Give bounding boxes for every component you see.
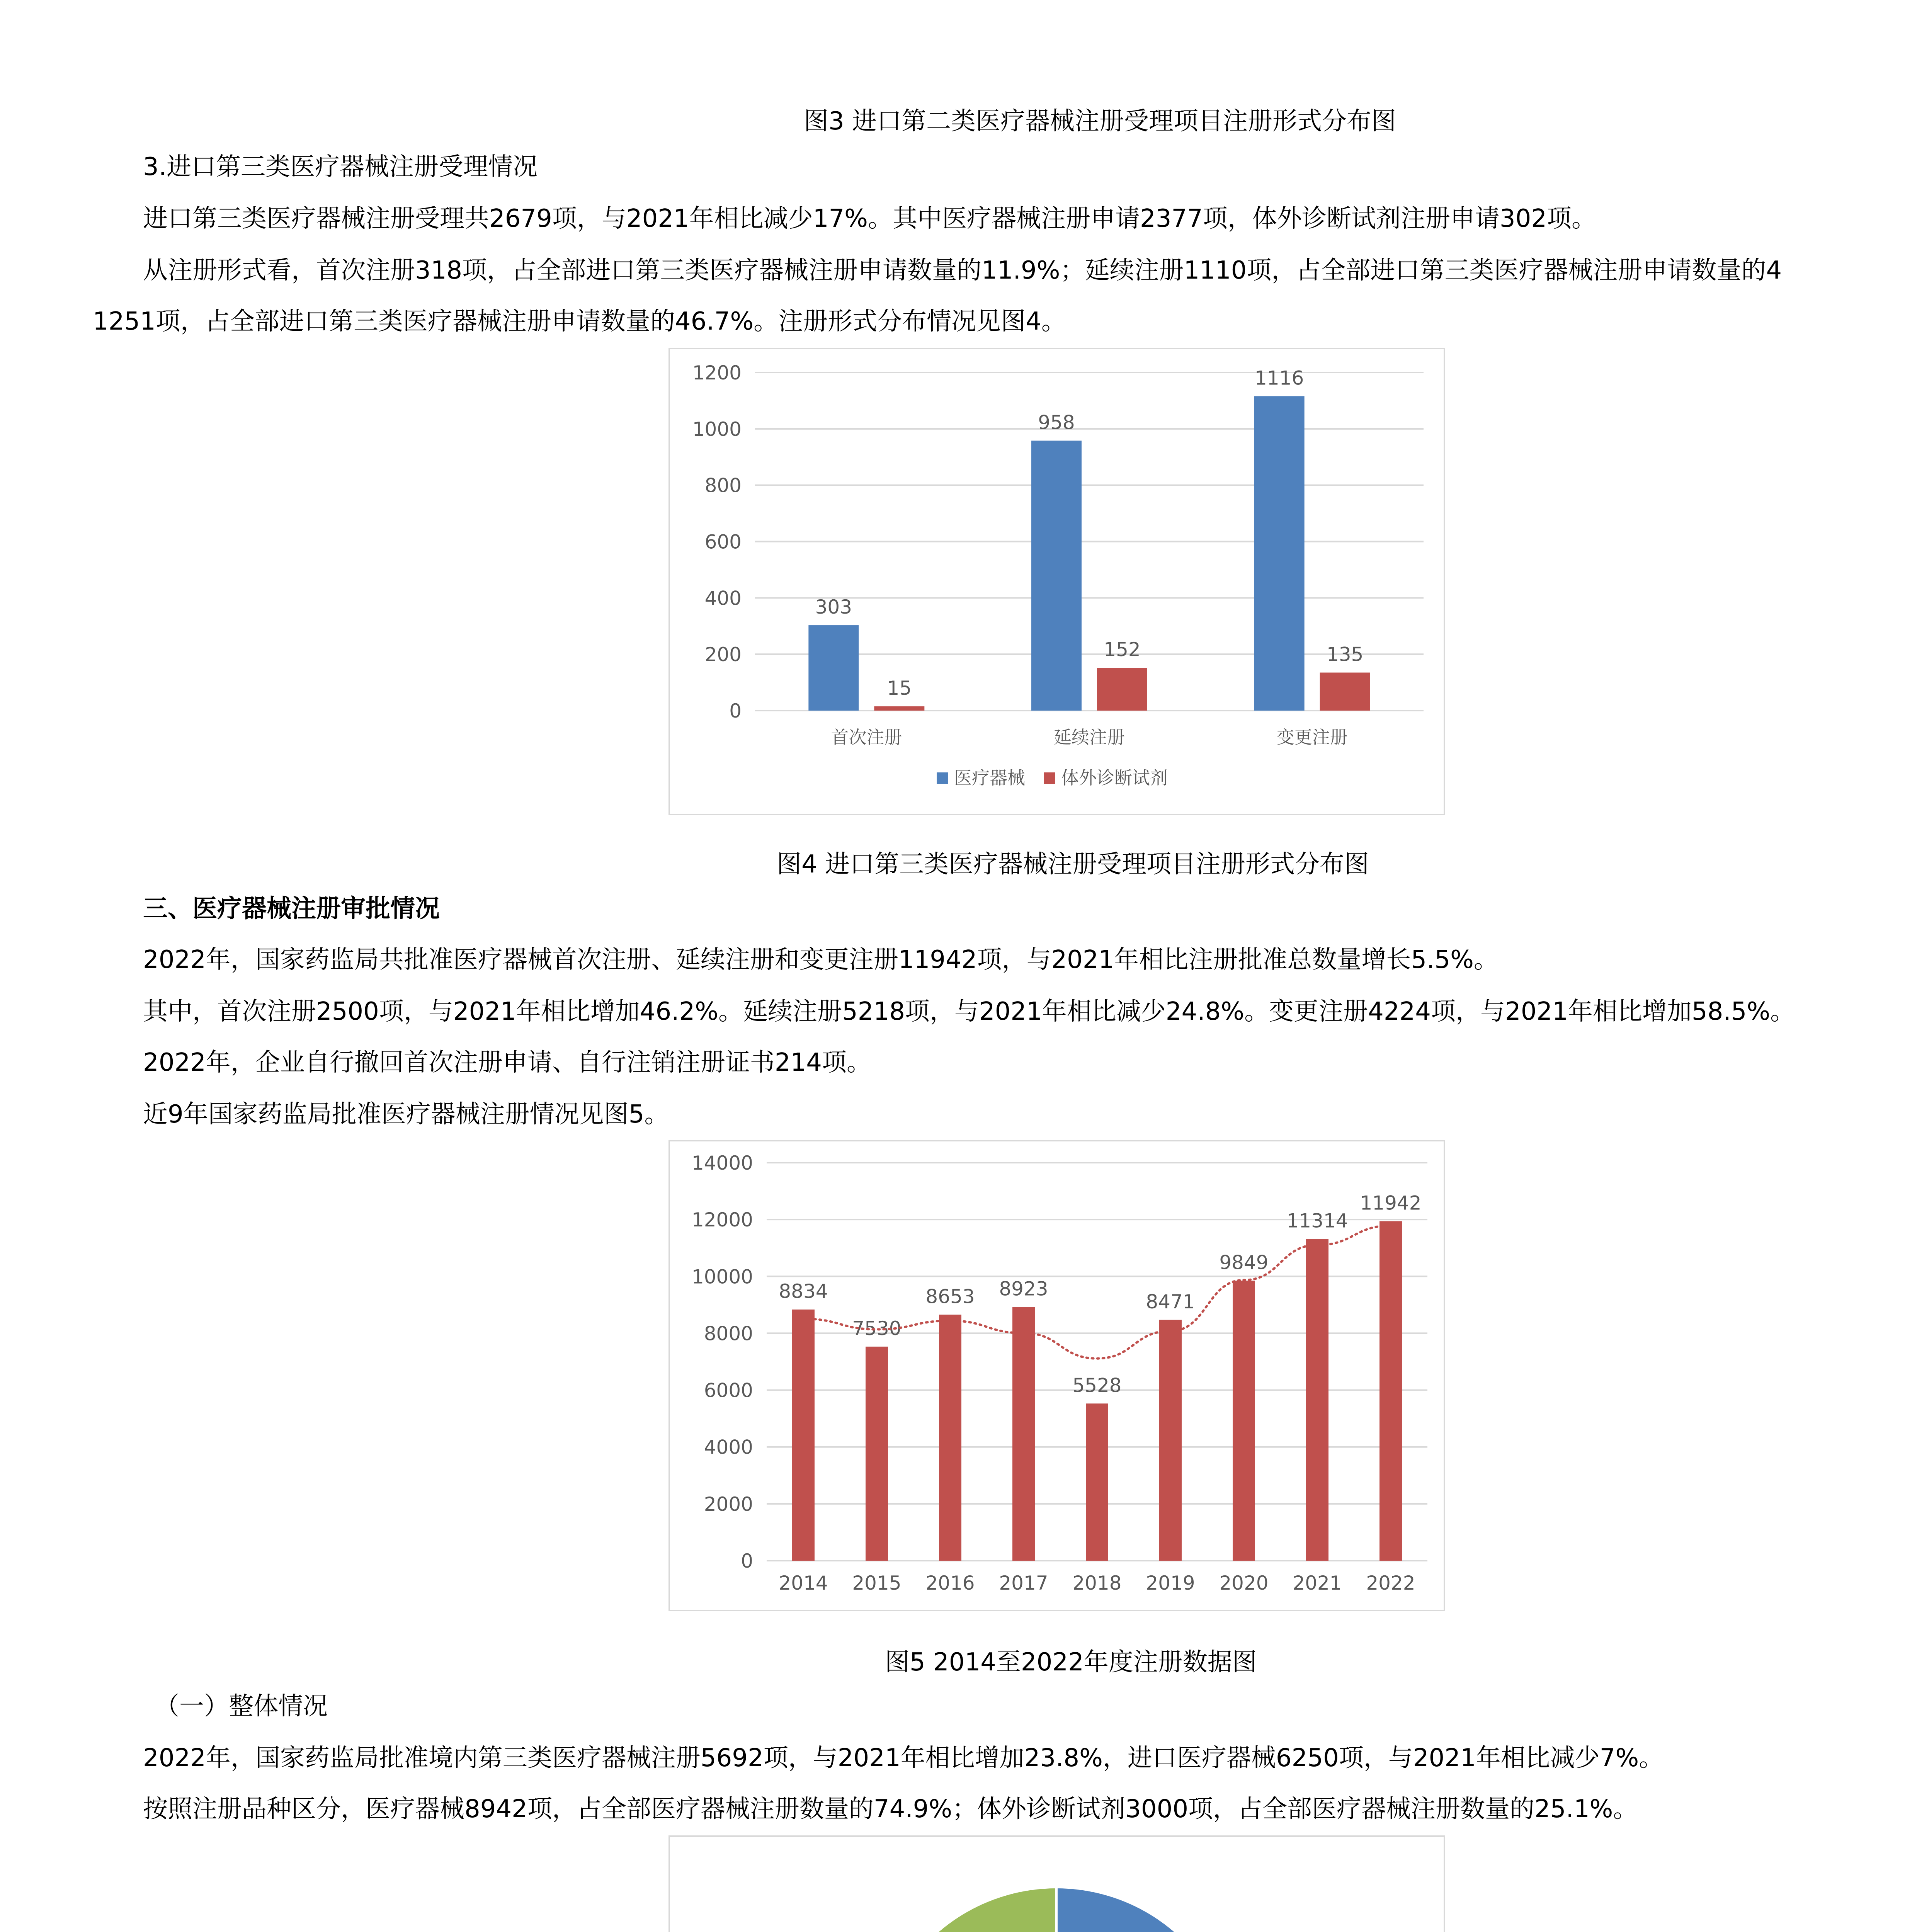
y-tick-label: 4000 — [704, 1436, 753, 1459]
data-label: 8834 — [779, 1280, 828, 1303]
data-label: 8923 — [999, 1277, 1048, 1300]
y-tick-label: 10000 — [691, 1265, 753, 1288]
y-tick-label: 0 — [729, 700, 742, 722]
y-tick-label: 1200 — [692, 362, 742, 384]
fig5-svg — [670, 1141, 1444, 1610]
legend-swatch — [1044, 772, 1055, 784]
para-6: 近9年国家药监局批准医疗器械注册情况见图5。 — [143, 1100, 669, 1129]
data-label: 15 — [887, 677, 912, 700]
bar — [1306, 1239, 1328, 1561]
bar — [1031, 440, 1082, 711]
pie-slice — [875, 1887, 1056, 1932]
data-label: 11314 — [1286, 1209, 1348, 1232]
category-label: 首次注册 — [831, 727, 902, 748]
y-tick-label: 800 — [704, 474, 742, 497]
para-5: 2022年，企业自行撤回首次注册申请、自行注销注册证书214项。 — [143, 1048, 872, 1077]
x-tick-label: 2021 — [1293, 1572, 1342, 1594]
y-tick-label: 6000 — [704, 1379, 753, 1402]
data-label: 8471 — [1146, 1290, 1195, 1313]
bar — [866, 1347, 888, 1561]
data-label: 8653 — [925, 1285, 975, 1308]
data-label: 135 — [1326, 643, 1364, 666]
x-tick-label: 2018 — [1072, 1572, 1122, 1594]
data-label: 958 — [1038, 411, 1075, 434]
y-tick-label: 400 — [704, 587, 742, 610]
x-tick-label: 2020 — [1219, 1572, 1269, 1594]
para-1: 进口第三类医疗器械注册受理共2679项，与2021年相比减少17%。其中医疗器械注册申请2377项，体外诊断试剂注册申请302项。 — [143, 204, 1597, 233]
pie-slice — [1056, 1887, 1232, 1932]
bar — [874, 706, 924, 711]
fig6-chart — [668, 1835, 1445, 1932]
para-3: 2022年，国家药监局共批准医疗器械首次注册、延续注册和变更注册11942项，与2021年相比注册批准总数量增长5.5%。 — [143, 946, 1499, 974]
bar — [1320, 673, 1370, 711]
x-tick-label: 2015 — [852, 1572, 902, 1594]
para-2a: 从注册形式看，首次注册318项，占全部进口第三类医疗器械注册申请数量的11.9%；延续注册1110项，占全部进口第三类医疗器械注册申请数量的4 — [143, 256, 1782, 285]
fig3-caption: 图3 进口第二类医疗器械注册受理项目注册形式分布图 — [804, 107, 1397, 136]
x-tick-label: 2022 — [1366, 1572, 1415, 1594]
bar — [1097, 668, 1147, 711]
bar — [939, 1315, 961, 1561]
fig5-chart — [668, 1140, 1445, 1611]
fig4-chart — [668, 348, 1445, 815]
legend-swatch — [937, 772, 948, 784]
bar — [1233, 1281, 1255, 1561]
bar — [1012, 1307, 1035, 1561]
data-label: 11942 — [1360, 1192, 1422, 1214]
heading-three: 三、医疗器械注册审批情况 — [143, 895, 440, 923]
para-7: 2022年，国家药监局批准境内第三类医疗器械注册5692项，与2021年相比增加23.8%，进口医疗器械6250项，与2021年相比减少7%。 — [143, 1744, 1664, 1772]
bar — [1254, 396, 1305, 711]
sub1-heading: （一）整体情况 — [155, 1692, 328, 1721]
legend-label: 医疗器械 — [954, 767, 1025, 788]
para-2b: 1251项，占全部进口第三类医疗器械注册申请数量的46.7%。注册形式分布情况见图4。 — [93, 307, 1066, 336]
bar — [1159, 1320, 1182, 1561]
y-tick-label: 600 — [704, 531, 742, 553]
data-label: 152 — [1104, 638, 1141, 661]
legend-label: 体外诊断试剂 — [1061, 767, 1168, 788]
bar — [808, 625, 859, 711]
para-8: 按照注册品种区分，医疗器械8942项，占全部医疗器械注册数量的74.9%；体外诊断试剂3000项，占全部医疗器械注册数量的25.1%。 — [143, 1795, 1638, 1823]
fig4-caption: 图4 进口第三类医疗器械注册受理项目注册形式分布图 — [777, 850, 1369, 879]
bar — [1379, 1221, 1402, 1561]
fig4-svg — [670, 349, 1444, 814]
y-tick-label: 14000 — [691, 1152, 753, 1174]
category-label: 延续注册 — [1054, 727, 1125, 748]
x-tick-label: 2019 — [1146, 1572, 1195, 1594]
fig5-caption: 图5 2014至2022年度注册数据图 — [885, 1648, 1257, 1677]
fig6-svg — [670, 1837, 1444, 1932]
data-label: 5528 — [1072, 1374, 1122, 1397]
data-label: 7530 — [852, 1317, 902, 1340]
section3-heading: 3.进口第三类医疗器械注册受理情况 — [143, 153, 538, 181]
x-tick-label: 2017 — [999, 1572, 1048, 1594]
y-tick-label: 0 — [741, 1550, 753, 1572]
bar — [1086, 1403, 1108, 1561]
x-tick-label: 2014 — [779, 1572, 828, 1594]
bar — [792, 1310, 815, 1561]
y-tick-label: 200 — [704, 643, 742, 666]
x-tick-label: 2016 — [925, 1572, 975, 1594]
y-tick-label: 1000 — [692, 418, 742, 440]
y-tick-label: 12000 — [691, 1209, 753, 1231]
category-label: 变更注册 — [1276, 727, 1348, 748]
data-label: 303 — [815, 596, 852, 619]
data-label: 1116 — [1255, 367, 1304, 389]
data-label: 9849 — [1219, 1251, 1269, 1274]
y-tick-label: 8000 — [704, 1322, 753, 1345]
para-4: 其中，首次注册2500项，与2021年相比增加46.2%。延续注册5218项，与2021年相比减少24.8%。变更注册4224项，与2021年相比增加58.5%。 — [143, 997, 1795, 1026]
y-tick-label: 2000 — [704, 1493, 753, 1515]
